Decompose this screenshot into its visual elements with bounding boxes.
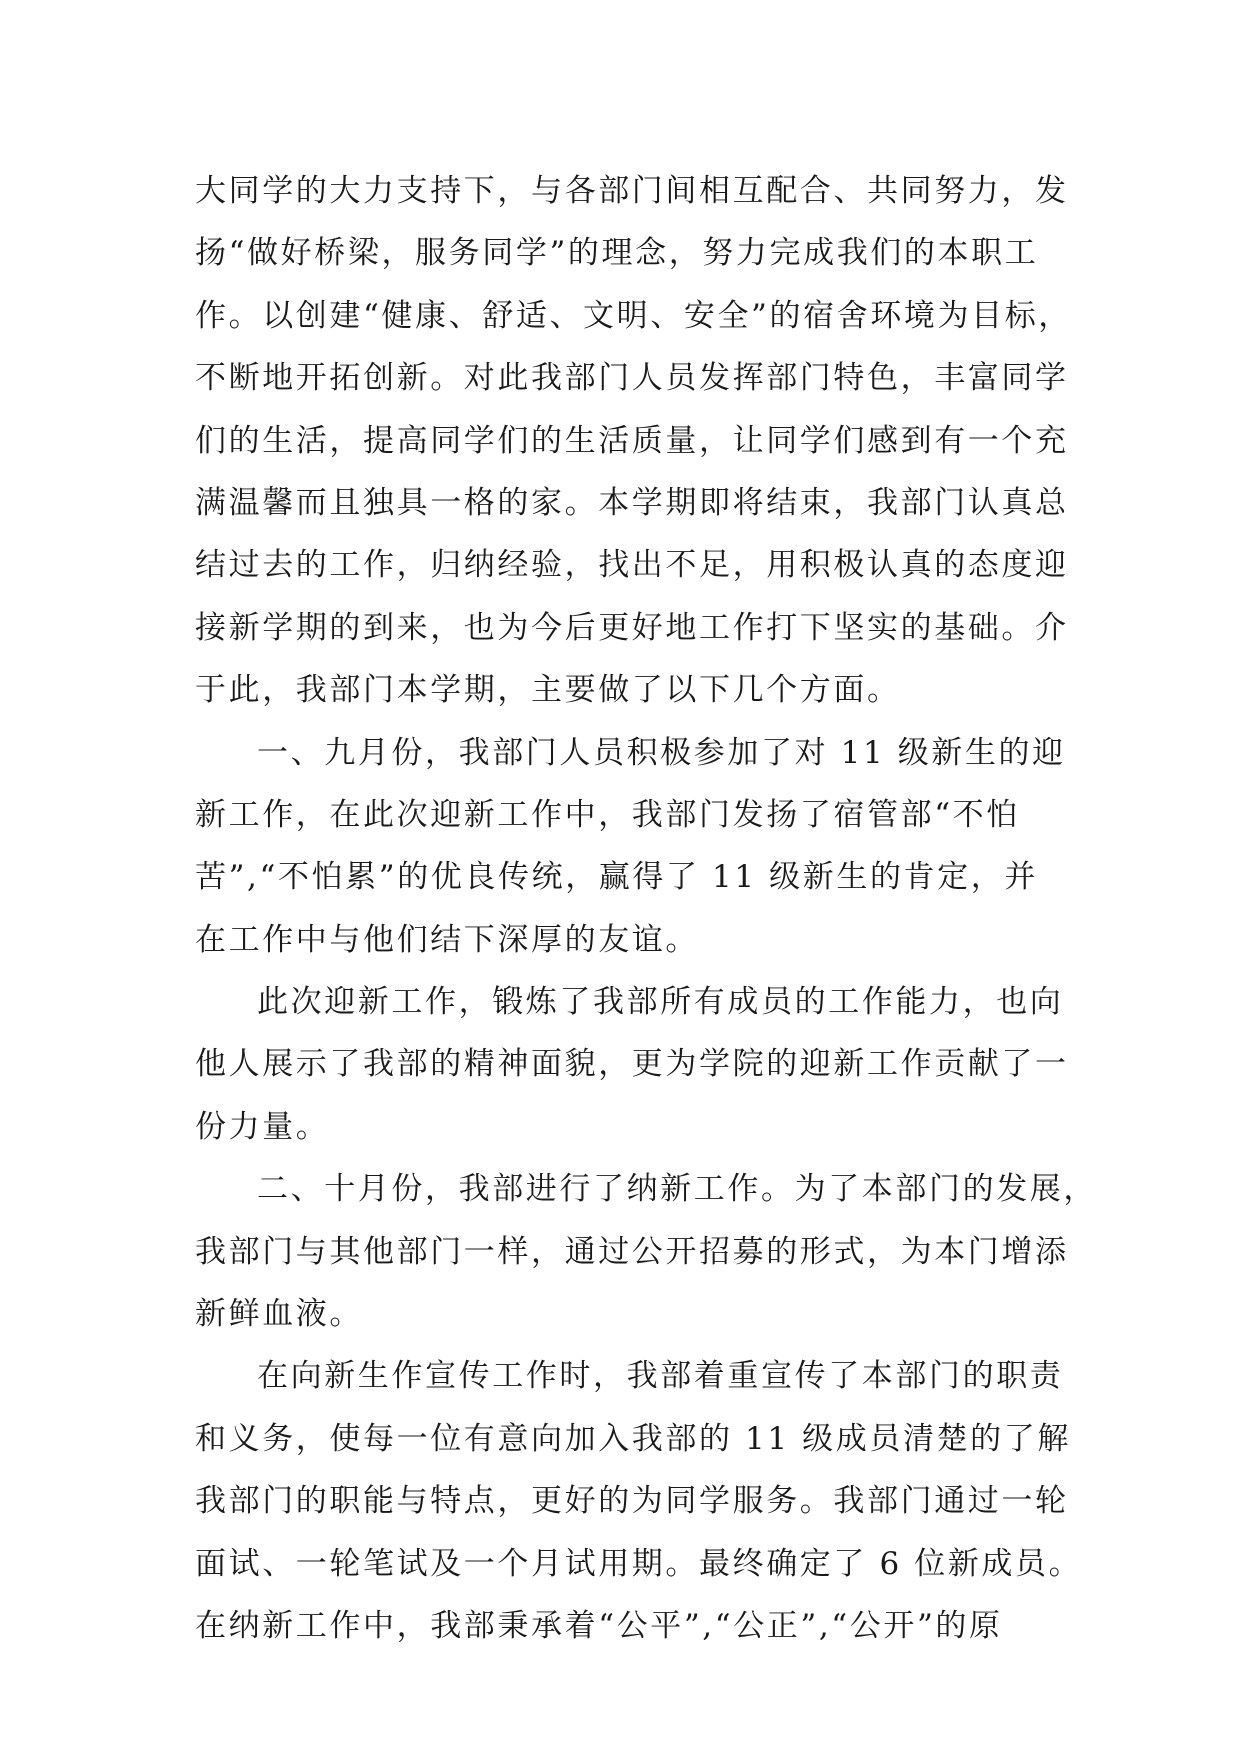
text-line: 大同学的大力支持下，与各部门间相互配合、共同努力，发	[195, 173, 1069, 209]
text-line: 份力量。	[195, 1108, 330, 1145]
text-line: 我部门的职能与特点，更好的为同学服务。我部门通过一轮	[195, 1483, 1069, 1520]
text-line: 苦”,“不怕累”的优良传统，赢得了 11 级新生的肯定，并	[195, 859, 1038, 896]
text-line: 新工作，在此次迎新工作中，我部门发扬了宿管部“不怕	[195, 796, 1020, 833]
text-line: 作。以创建“健康、舒适、文明、安全”的宿舍环境为目标，	[195, 297, 1072, 334]
paragraph-start-line: 在向新生作宣传工作时，我部着重宣传了本部门的职责	[257, 1358, 1064, 1395]
text-line: 扬“做好桥梁，服务同学”的理念，努力完成我们的本职工	[195, 235, 1039, 272]
text-line: 不断地开拓创新。对此我部门人员发挥部门特色，丰富同学	[195, 360, 1069, 397]
paragraph-start-line: 二、十月份，我部进行了纳新工作。为了本部门的发展，	[257, 1171, 1097, 1208]
text-line: 在纳新工作中，我部秉承着“公平”,“公正”,“公开”的原	[195, 1607, 1003, 1644]
text-line: 我部门与其他部门一样，通过公开招募的形式，为本门增添	[195, 1233, 1069, 1270]
paragraph-start-line: 此次迎新工作，锻炼了我部所有成员的工作能力，也向	[257, 984, 1064, 1021]
text-line: 于此，我部门本学期，主要做了以下几个方面。	[195, 672, 901, 709]
text-line: 满温馨而且独具一格的家。本学期即将结束，我部门认真总	[195, 484, 1069, 521]
text-line: 新鲜血液。	[195, 1296, 363, 1333]
text-line: 接新学期的到来，也为今后更好地工作打下坚实的基础。介	[195, 609, 1069, 646]
text-line: 在工作中与他们结下深厚的友谊。	[195, 921, 699, 958]
document-body	[195, 160, 1095, 1657]
text-line: 面试、一轮笔试及一个月试用期。最终确定了 6 位新成员。	[195, 1545, 1083, 1582]
text-line: 和义务，使每一位有意向加入我部的 11 级成员清楚的了解	[195, 1420, 1071, 1457]
paragraph-start-line: 一、九月份，我部门人员积极参加了对 11 级新生的迎	[257, 734, 1066, 771]
text-line: 他人展示了我部的精神面貌，更为学院的迎新工作贡献了一	[195, 1046, 1069, 1083]
text-line: 们的生活，提高同学们的生活质量，让同学们感到有一个充	[195, 422, 1069, 459]
text-line: 结过去的工作，归纳经验，找出不足，用积极认真的态度迎	[195, 547, 1069, 584]
